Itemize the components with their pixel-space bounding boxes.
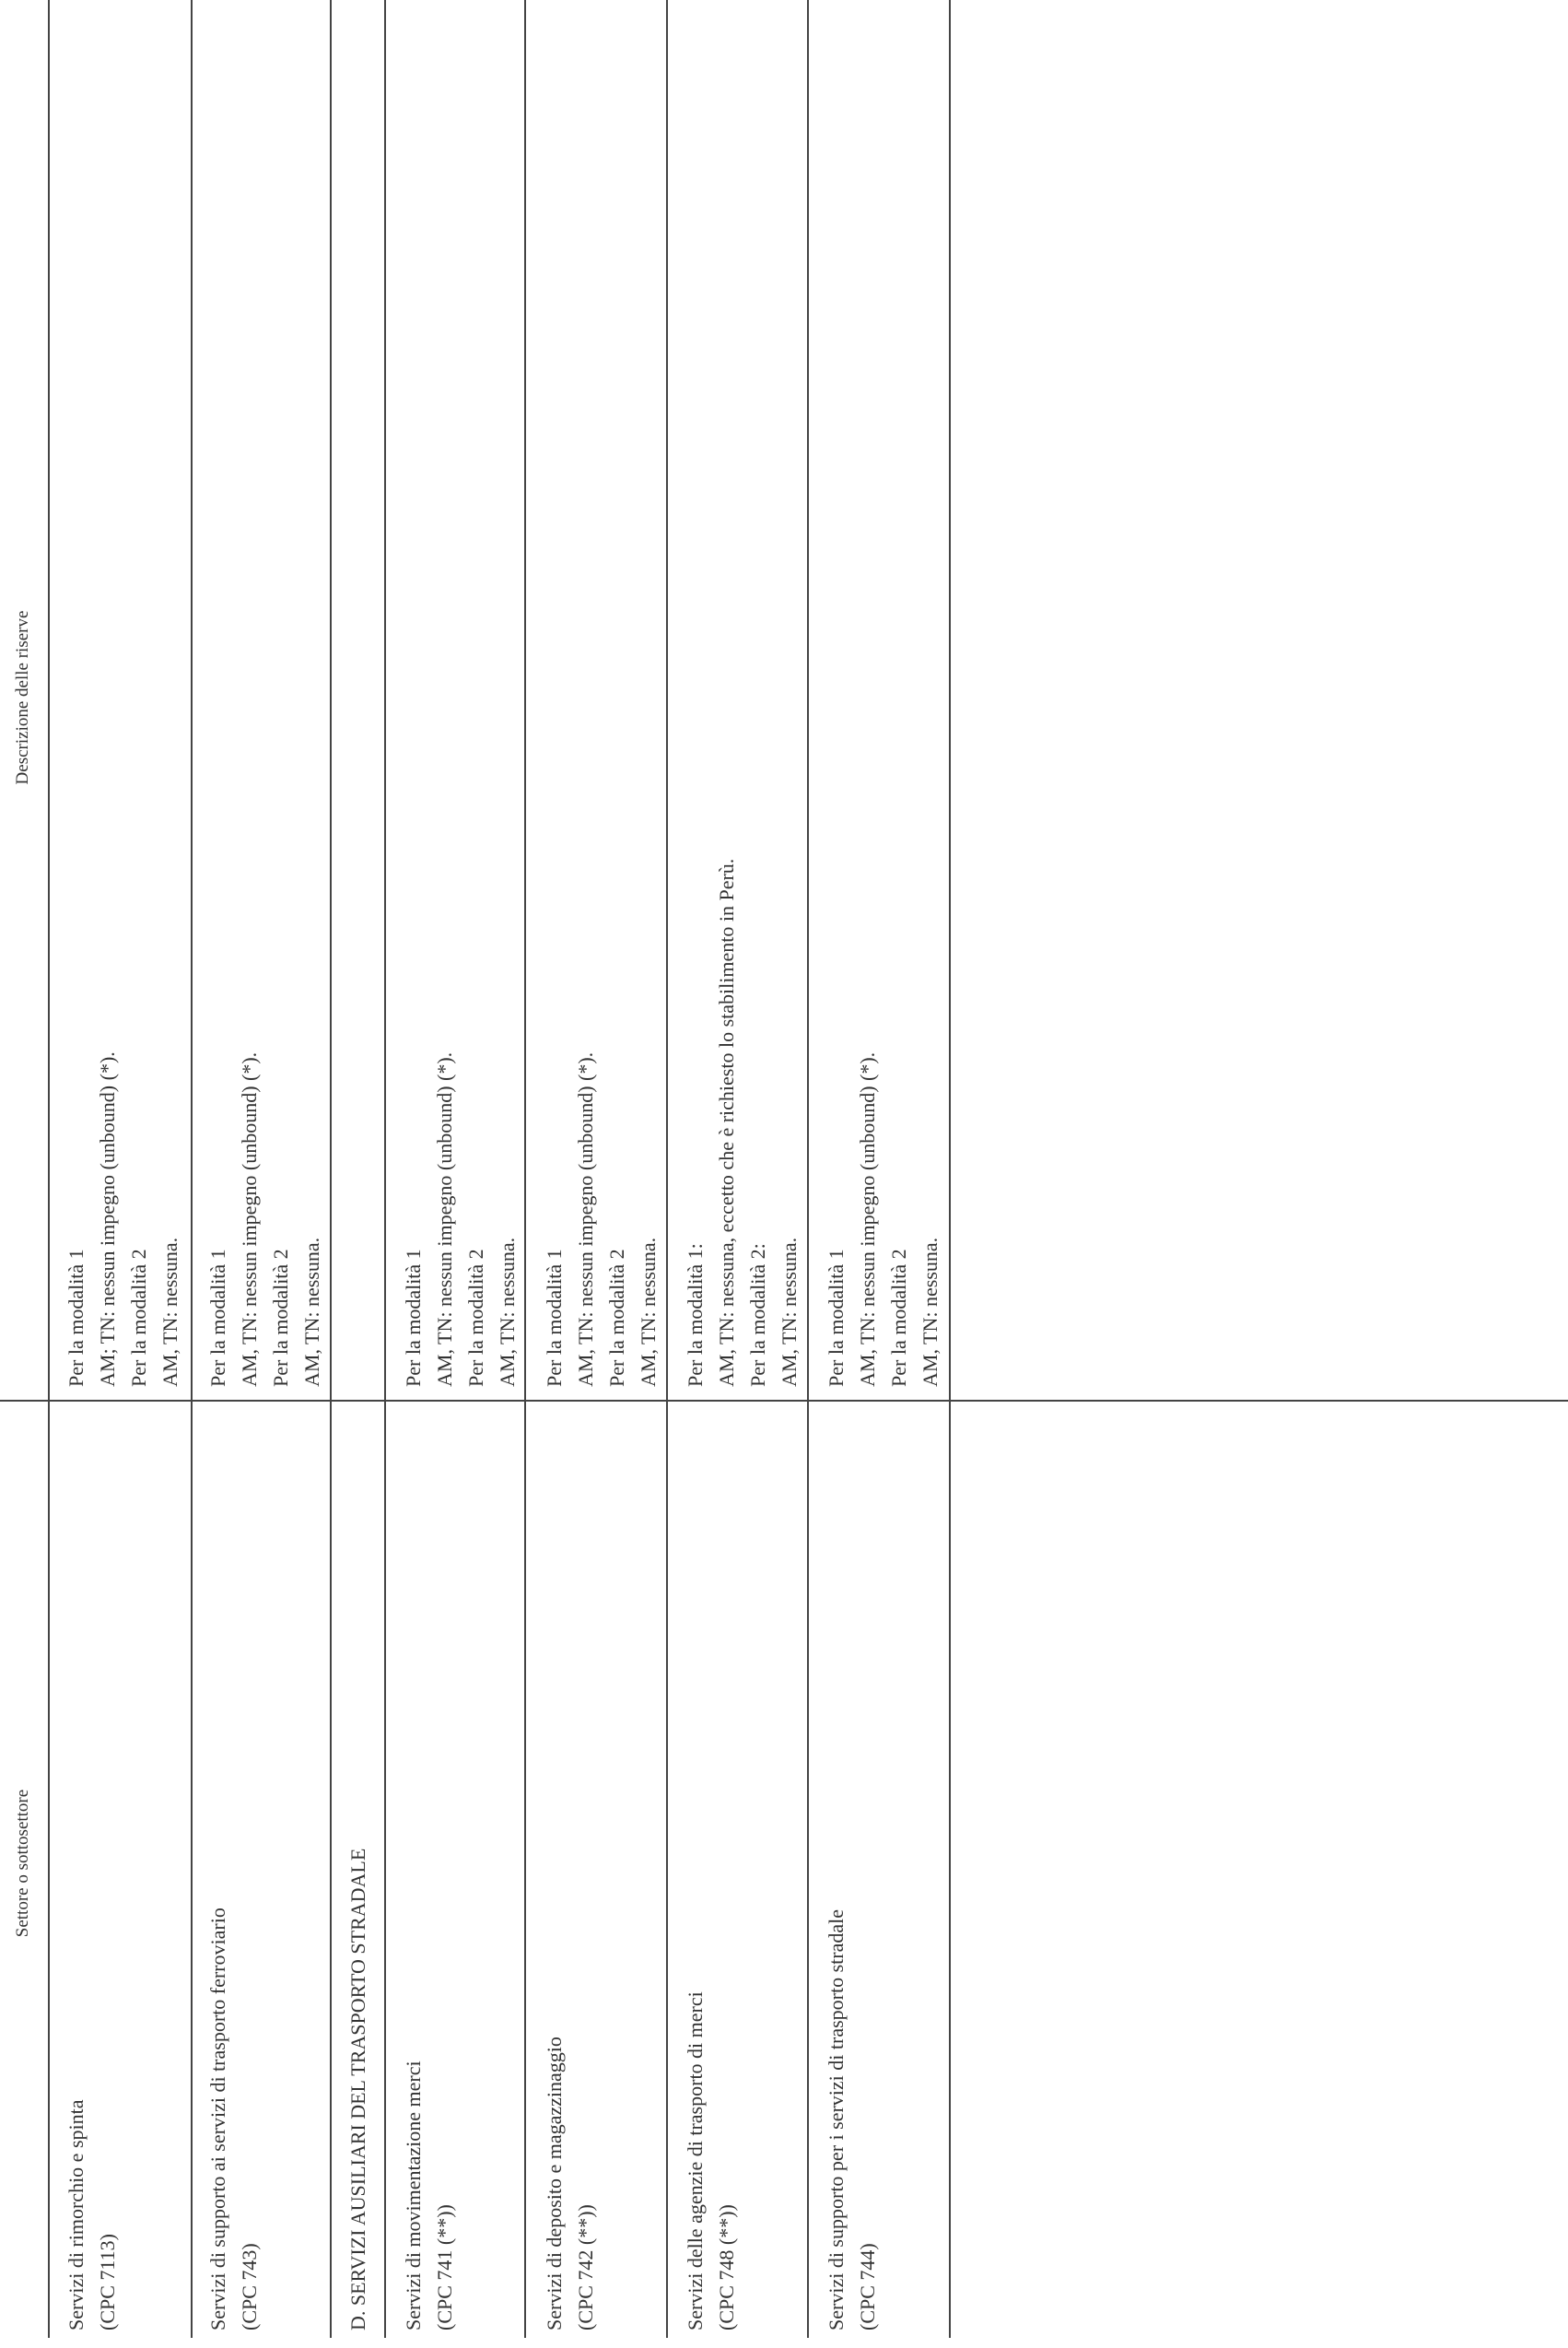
description-cell	[821, 1052, 946, 1387]
sector-line: (CPC 741 (**))	[433, 2204, 457, 2330]
sector-line: Servizi di deposito e magazzinaggio	[543, 2037, 566, 2330]
sector-line: (CPC 743)	[238, 2243, 262, 2330]
description-line: Per la modalità 2	[605, 1249, 629, 1387]
description-line: Per la modalità 1	[206, 1249, 229, 1387]
description-line: Per la modalità 1:	[684, 1243, 707, 1387]
row-rule-3	[384, 0, 386, 2338]
sector-cell	[61, 2100, 123, 2331]
sector-line: Servizi di rimorchio e spinta	[64, 2099, 88, 2330]
sector-line: Servizi di supporto per i servizi di trasporto stradale	[825, 1909, 848, 2330]
sector-line: Servizi delle agenzie di trasporto di merci	[684, 1991, 707, 2330]
row-rule-1	[191, 0, 193, 2338]
row-rule-6	[807, 0, 809, 2338]
description-cell	[61, 1051, 186, 1387]
section-heading	[343, 1849, 374, 2330]
header-sector: Settore o sottosettore	[13, 1789, 32, 1938]
sector-line: (CPC 7113)	[96, 2234, 120, 2330]
description-line: Per la modalità 1	[825, 1249, 848, 1387]
description-line: AM, TN: nessuna.	[919, 1237, 942, 1387]
description-cell	[539, 1052, 664, 1387]
description-line: AM, TN: nessuna, eccetto che è richiesto lo stabilimento in Perù.	[715, 858, 739, 1387]
sector-cell	[539, 2037, 602, 2330]
row-rule-2	[330, 0, 332, 2338]
description-line: Per la modalità 1	[543, 1249, 566, 1387]
description-line: AM, TN: nessun impegno (unbound) (*).	[238, 1051, 262, 1387]
sector-cell	[398, 2060, 461, 2330]
description-line: AM, TN: nessuna.	[158, 1237, 182, 1387]
description-line: AM, TN: nessuna.	[637, 1237, 661, 1387]
sector-cell	[203, 1908, 265, 2330]
row-rule-5	[666, 0, 668, 2338]
sector-line: (CPC 744)	[856, 2243, 880, 2330]
description-line: Per la modalità 2	[887, 1249, 911, 1387]
description-cell	[203, 1052, 328, 1387]
description-cell	[680, 859, 805, 1387]
description-line: AM, TN: nessuna.	[300, 1237, 324, 1387]
description-line: AM, TN: nessuna.	[496, 1237, 520, 1387]
description-line: AM; TN: nessun impegno (unbound) (*).	[96, 1051, 120, 1387]
header-description: Descrizione delle riserve	[13, 610, 32, 785]
description-line: Per la modalità 1	[64, 1249, 88, 1387]
description-cell	[398, 1052, 523, 1387]
description-line: Per la modalità 2	[269, 1249, 293, 1387]
sector-line: Servizi di supporto ai servizi di trasporto ferroviario	[206, 1908, 229, 2330]
sector-line: (CPC 748 (**))	[715, 2204, 739, 2330]
header-rule	[48, 0, 50, 2338]
sector-line: D. SERVIZI AUSILIARI DEL TRASPORTO STRADALE	[346, 1848, 369, 2330]
description-line: AM, TN: nessun impegno (unbound) (*).	[433, 1051, 457, 1387]
description-line: Per la modalità 2:	[746, 1243, 770, 1387]
description-line: AM, TN: nessuna.	[778, 1237, 802, 1387]
description-line: AM, TN: nessun impegno (unbound) (*).	[856, 1051, 880, 1387]
sector-line: (CPC 742 (**))	[574, 2204, 598, 2330]
sector-cell	[821, 1909, 883, 2330]
sector-line: Servizi di movimentazione merci	[402, 2060, 425, 2330]
row-rule-4	[524, 0, 526, 2338]
row-rule-7	[949, 0, 951, 2338]
description-line: AM, TN: nessun impegno (unbound) (*).	[574, 1051, 598, 1387]
column-divider	[0, 1400, 1568, 1402]
description-line: Per la modalità 2	[464, 1249, 488, 1387]
sector-cell	[680, 1991, 743, 2330]
description-line: Per la modalità 2	[127, 1249, 151, 1387]
description-line: Per la modalità 1	[402, 1249, 425, 1387]
